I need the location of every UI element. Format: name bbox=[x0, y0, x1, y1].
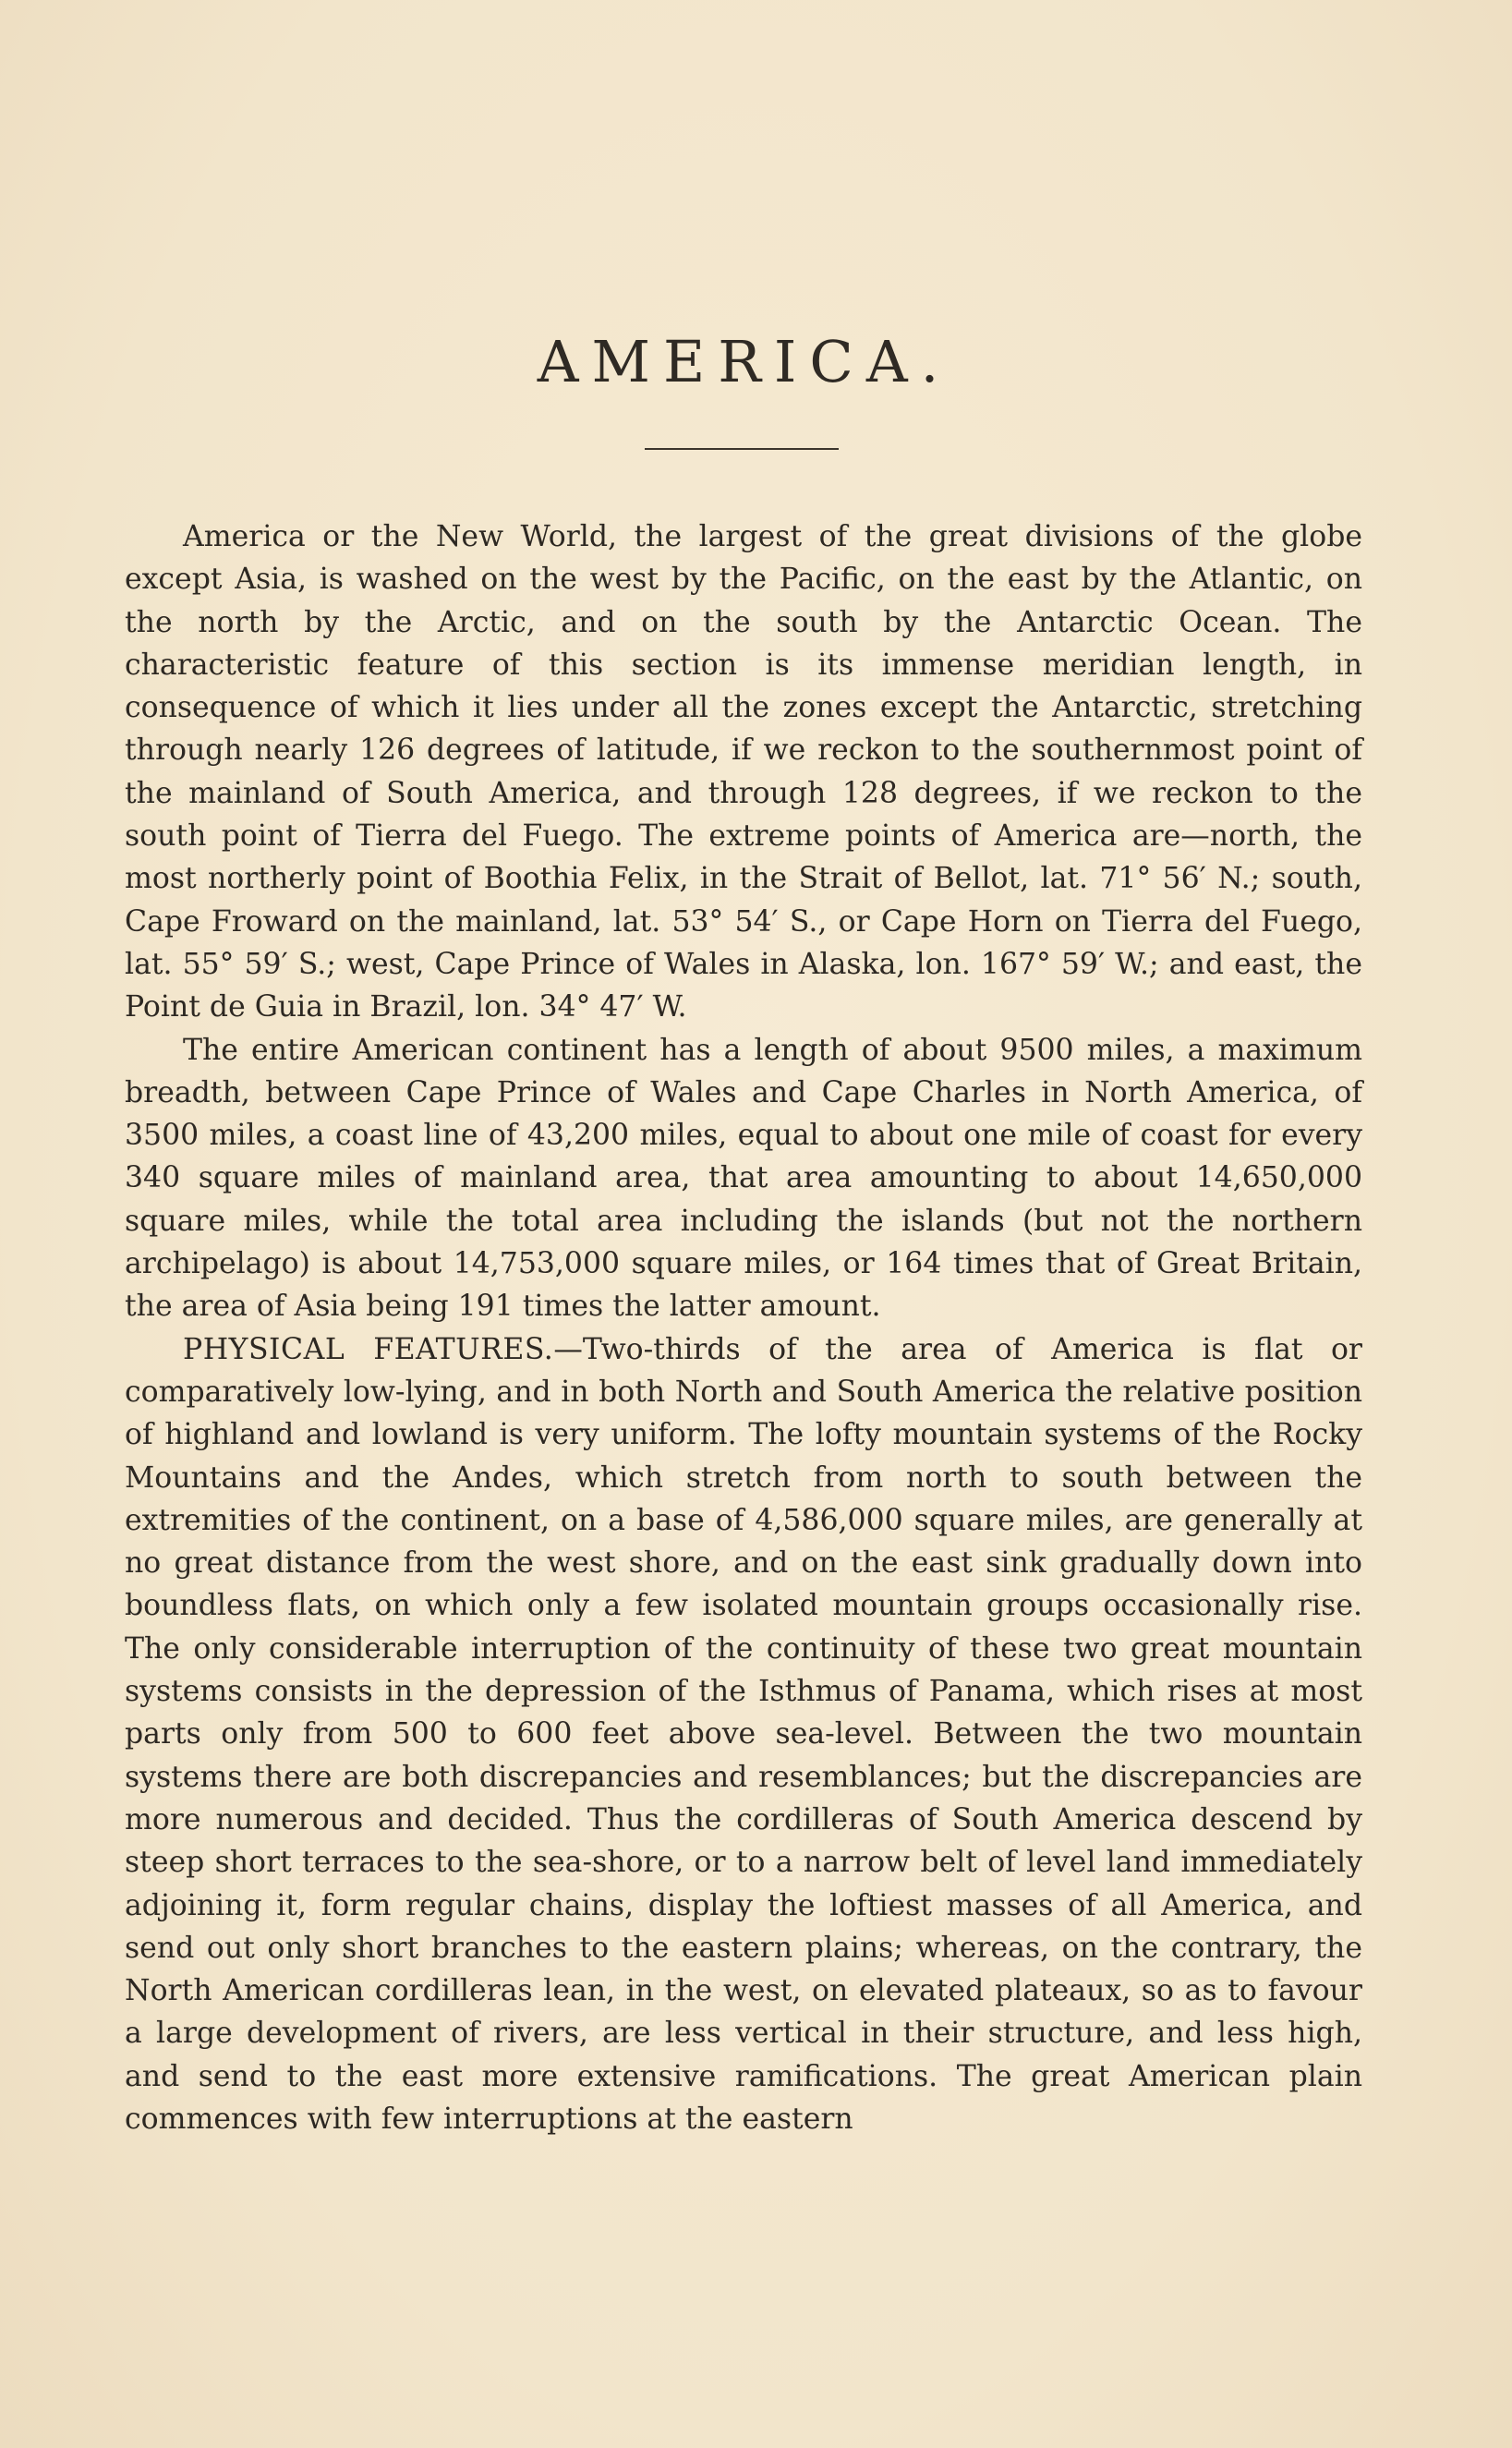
section-lead-heading: PHYSICAL FEATURES. bbox=[183, 1332, 554, 1366]
paragraph-dimensions bbox=[125, 1029, 1362, 1328]
page-title: AMERICA. bbox=[537, 328, 952, 395]
paragraph-text: —Two-thirds of the area of America is flat or comparatively low-lying, and in both North and South America the relative position of highland and lowland is very uniform. The lofty mountain systems of the Rocky Mountains and the Andes, which stretch from north to south between the extremities of the continent, on a base of 4,586,000 square miles, are generally at no great distance from the west shore, and on the east sink gradually down into boundless flats, on which only a few isolated mountain groups occasionally rise. The only considerable interruption of the continuity of these two great mountain systems consists in the depression of the Isthmus of Panama, which rises at most parts only from 500 to 600 feet above sea-level. Between the two mountain systems there are both discrepancies and resemblances; but the discrepancies are more numerous and decided. Thus the cordilleras of South America descend by steep short terraces to the sea-shore, or to a narrow belt of level land immediately adjoining it, form regular chains, display the loftiest masses of all America, and send out only short branches to the eastern plains; whereas, on the contrary, the North American cordilleras lean, in the west, on elevated plateaux, so as to favour a large development of rivers, are less vertical in their structure, and less high, and send to the east more extensive ramifications. The great American plain commences with few interruptions at the eastern bbox=[125, 1332, 1362, 2136]
body-text bbox=[125, 515, 1362, 2140]
paragraph-physical-features bbox=[125, 1328, 1362, 2141]
paragraph-text: America or the New World, the largest of the great divisions of the globe except Asia, is washed on the west by the Pacific, on the east by the Atlantic, on the north by the Arctic, and on the south by the Antarctic Ocean. The characteristic feature of this section is its immense meridian length, in consequence of which it lies under all the zones except the Antarctic, stretching through nearly 126 degrees of latitude, if we reckon to the southernmost point of the mainland of South America, and through 128 degrees, if we reckon to the south point of Tierra del Fuego. The extreme points of America are—north, the most northerly point of Boothia Felix, in the Strait of Bellot, lat. 71° 56′ N.; south, Cape Froward on the mainland, lat. 53° 54′ S., or Cape Horn on Tierra del Fuego, lat. 55° 59′ S.; west, Cape Prince of Wales in Alaska, lon. 167° 59′ W.; and east, the Point de Guia in Brazil, lon. 34° 47′ W. bbox=[125, 520, 1362, 1024]
paragraph-text: The entire American continent has a length of about 9500 miles, a maximum breadth, between Cape Prince of Wales and Cape Charles in North America, of 3500 miles, a coast line of 43,200 miles, equal to about one mile of coast for every 340 square miles of mainland area, that area amounting to about 14,650,000 square miles, while the total area including the islands (but not the northern archipelago) is about 14,753,000 square miles, or 164 times that of Great Britain, the area of Asia being 191 times the latter amount. bbox=[125, 1033, 1362, 1324]
paragraph-intro bbox=[125, 515, 1362, 1029]
title-rule-divider bbox=[645, 448, 839, 450]
